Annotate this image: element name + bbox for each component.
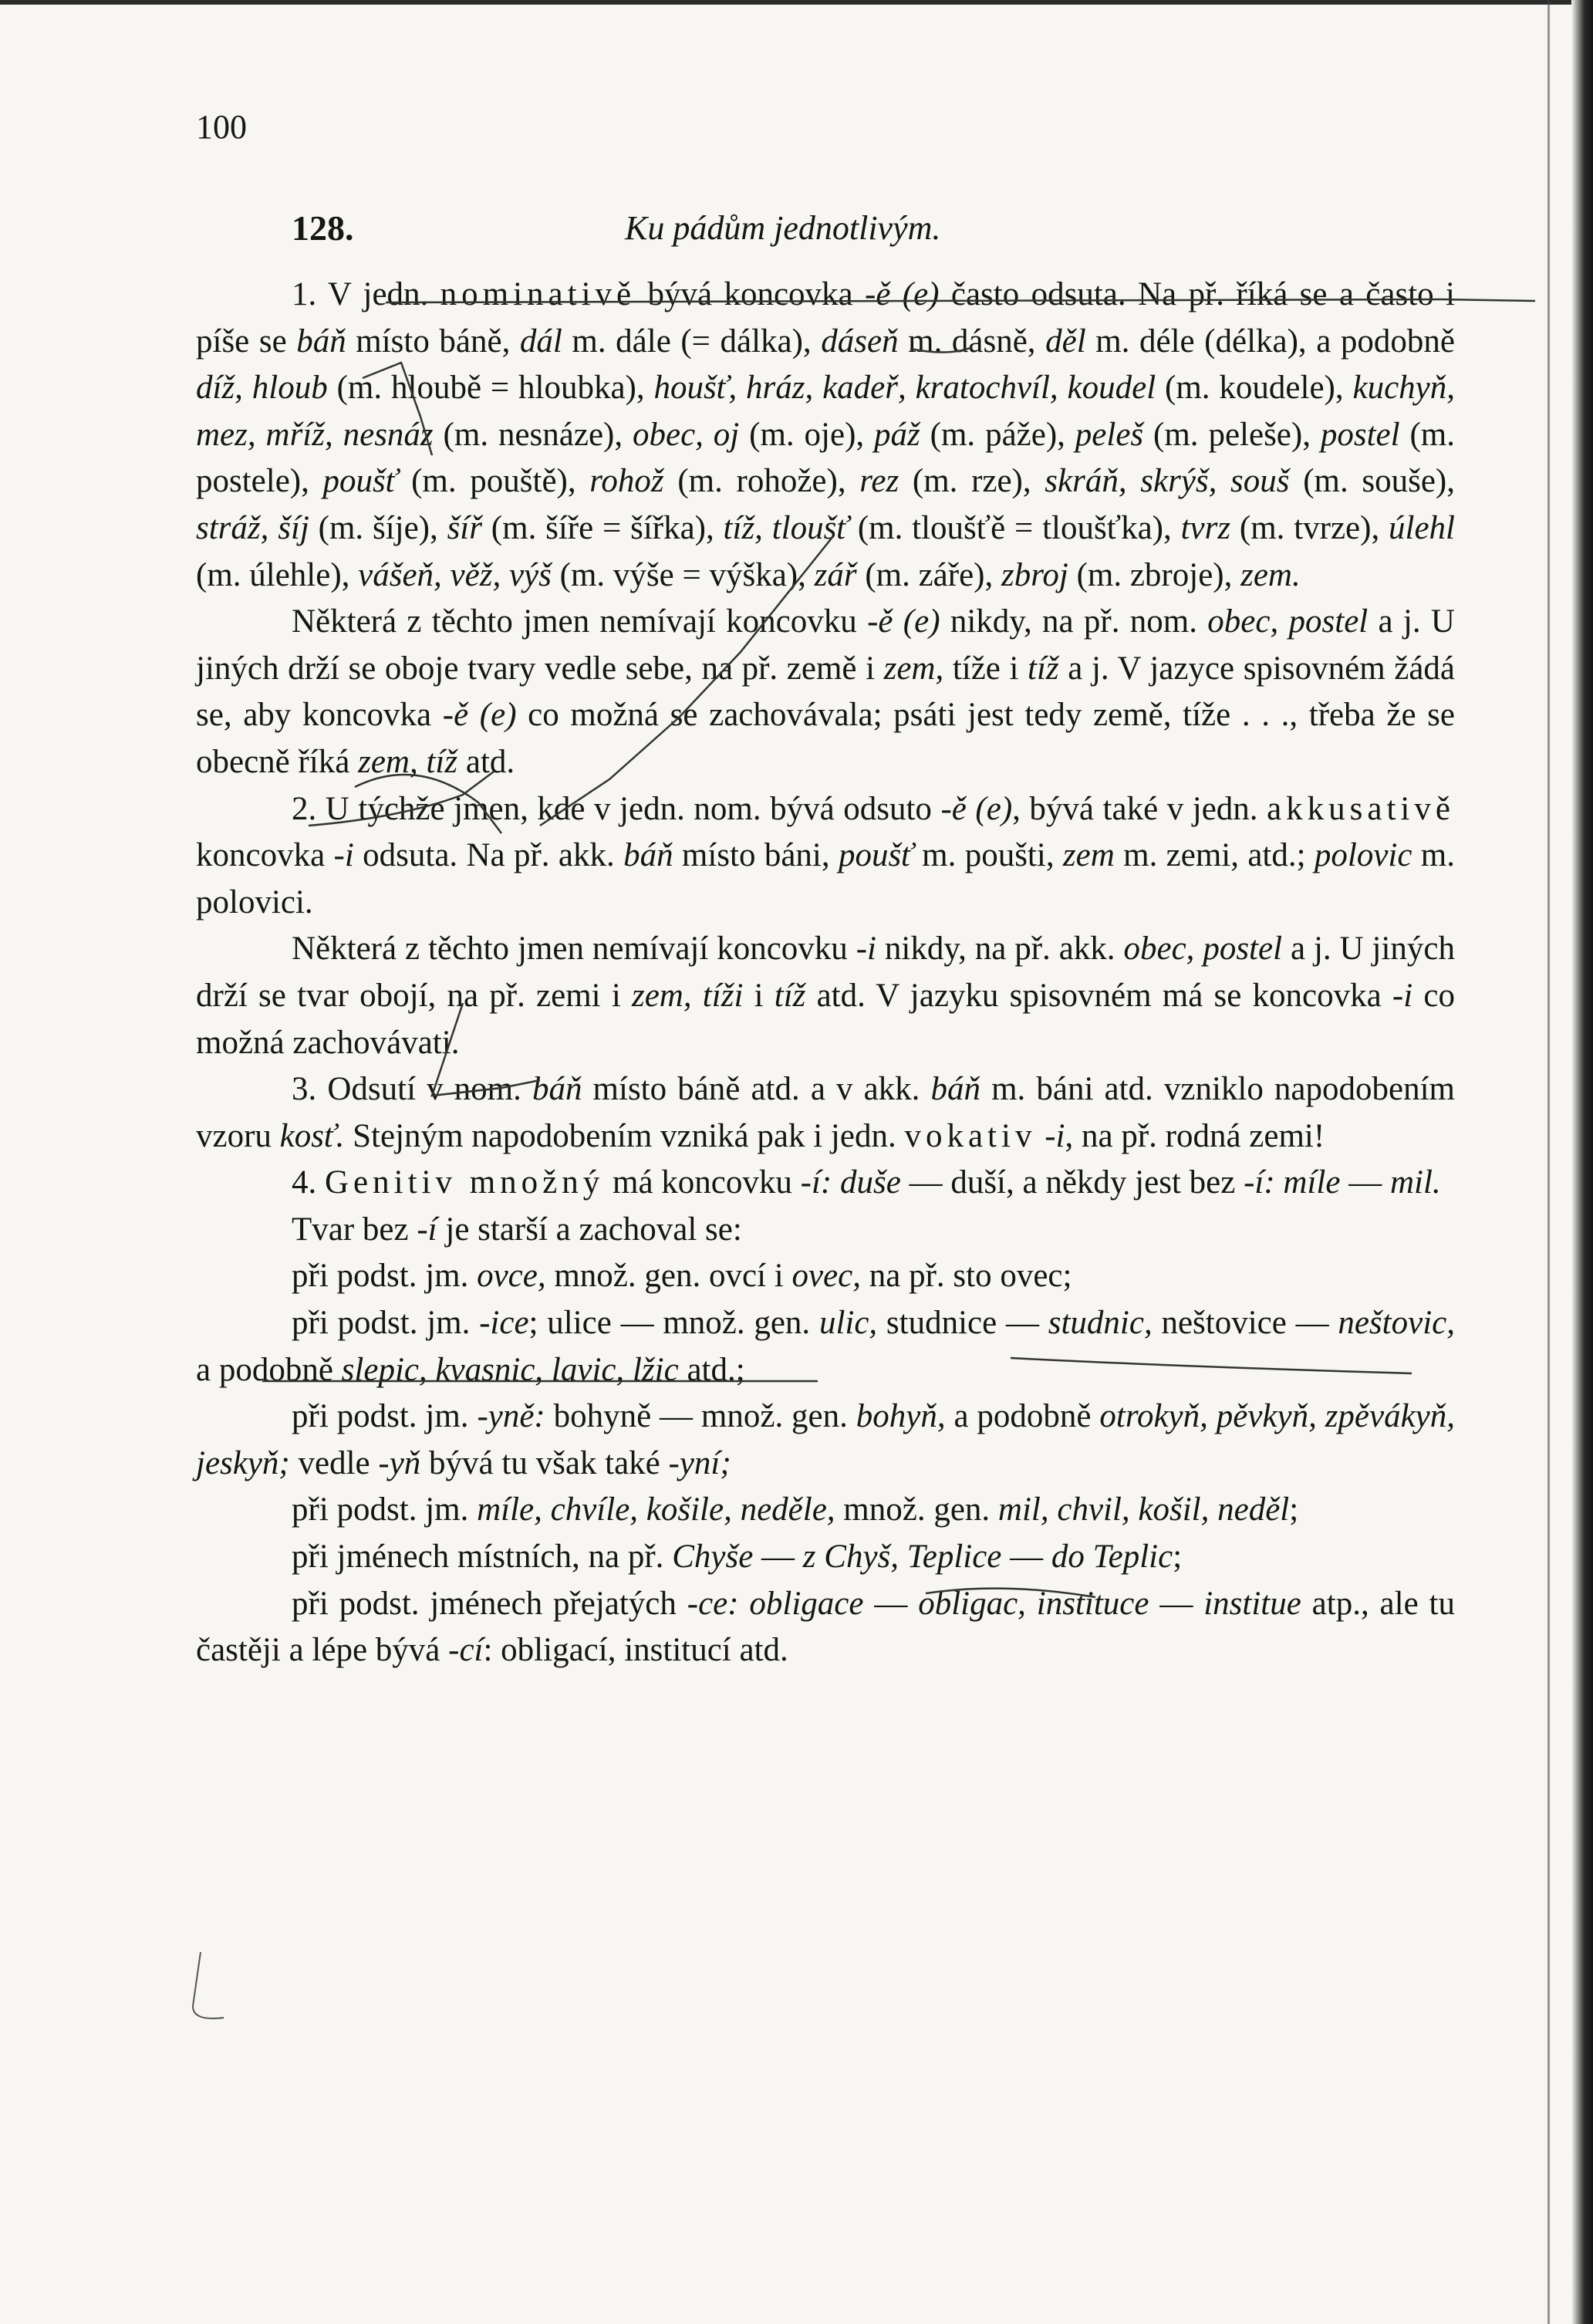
scan-fold-line [1547,0,1550,2324]
paragraph-4: Některá z těchto jmen nemívají koncovku -i nikdy, na př. akk. obec, postel a j. U jiných drží se tvar obojí, na př. zemi i zem, tíži i tíž atd. V jazyku spisovném má se koncovka -i co možná zachovávati. [196,931,1455,1061]
page-number: 100 [196,108,247,146]
paragraph-11: při podst. jm. míle, chvíle, košile, neděle, množ. gen. mil, chvil, košil, neděl; [292,1491,1299,1529]
paragraph-9: při podst. jm. -ice; ulice — množ. gen. ulic, studnice — studnic, neštovice — neštovic, a podobně slepic, kvasnic, lavic, lžic atd.; [196,1305,1455,1388]
paragraph-7: Tvar bez -í je starší a zachoval se: [292,1211,742,1248]
paragraph-1: 1. V jedn. nominativě bývá koncovka -ě (e) často odsuta. Na př. říká se a často i píše se báň místo báně, dál m. dále (= dálka), dáseň m. dásně, děl m. déle (délka), a podobně díž, hloub (m. hloubě = hloubka), houšť, hráz, kadeř, kratochvíl, koudel (m. koudele), kuchyň, mez, mříž, nesnáz (m. nesnáze), obec, oj (m. oje), páž (m. páže), peleš (m. peleše), postel (m. postele), poušť (m. pouště), rohož (m. rohože), rez (m. rze), skráň, skrýš, souš (m. souše), stráž, šíj (m. šíje), šíř (m. šíře = šířka), tíž, tloušť (m. tloušťě = tloušťka), tvrz (m. tvrze), úlehl (m. úlehle), vášeň, věž, výš (m. výše = výška), zář (m. záře), zbroj (m. zbroje), zem. [196,276,1456,593]
scan-top-border [0,0,1571,5]
scan-page-edge [1571,0,1593,2324]
section-header [292,207,1449,250]
paragraph-13: při podst. jménech přejatých -ce: obligace — obligac, instituce — institue atp., ale tu častěji a lépe bývá -cí: obligací, institucí atd. [196,1585,1455,1669]
paragraph-5: 3. Odsutí v nom. báň místo báně atd. a v akk. báň m. báni atd. vzniklo napodobením vzoru kosť. Stejným napodobením vzniká pak i jedn. vokativ -i, na př. rodná zemi! [196,1071,1455,1154]
pencil-bracket [193,1952,224,2018]
paragraph-8: při podst. jm. ovce, množ. gen. ovcí i ovec, na př. sto ovec; [292,1258,1072,1295]
paragraph-12: při jménech místních, na př. Chyše — z Chyš, Teplice — do Teplic; [292,1539,1183,1576]
paragraph-3: 2. U týchže jmen, kde v jedn. nom. bývá odsuto -ě (e), bývá také v jedn. akkusativě koncovka -i odsuta. Na př. akk. báň místo báni, poušť m. poušti, zem m. zemi, atd.; polovic m. polovici. [196,790,1456,920]
section-title: Ku pádům jednotlivým. [625,209,941,247]
body-text [196,272,1455,1674]
paragraph-6: 4. Genitiv množný má koncovku -í: duše — duší, a někdy jest bez -í: míle — mil. [292,1164,1441,1201]
paragraph-2: Některá z těchto jmen nemívají koncovku -ě (e) nikdy, na př. nom. obec, postel a j. U jiných drží se oboje tvary vedle sebe, na př. země i zem, tíže i tíž a j. V jazyce spisovném žádá se, aby koncovka -ě (e) co možná se zachovávala; psáti jest tedy země, tíže . . ., třeba že se obecně říká zem, tíž atd. [196,603,1455,780]
paragraph-10: při podst. jm. -yně: bohyně — množ. gen. bohyň, a podobně otrokyň, pěvkyň, zpěvákyň, jeskyň; vedle -yň bývá tu však také -yní; [196,1398,1456,1481]
section-number: 128. [292,208,354,248]
